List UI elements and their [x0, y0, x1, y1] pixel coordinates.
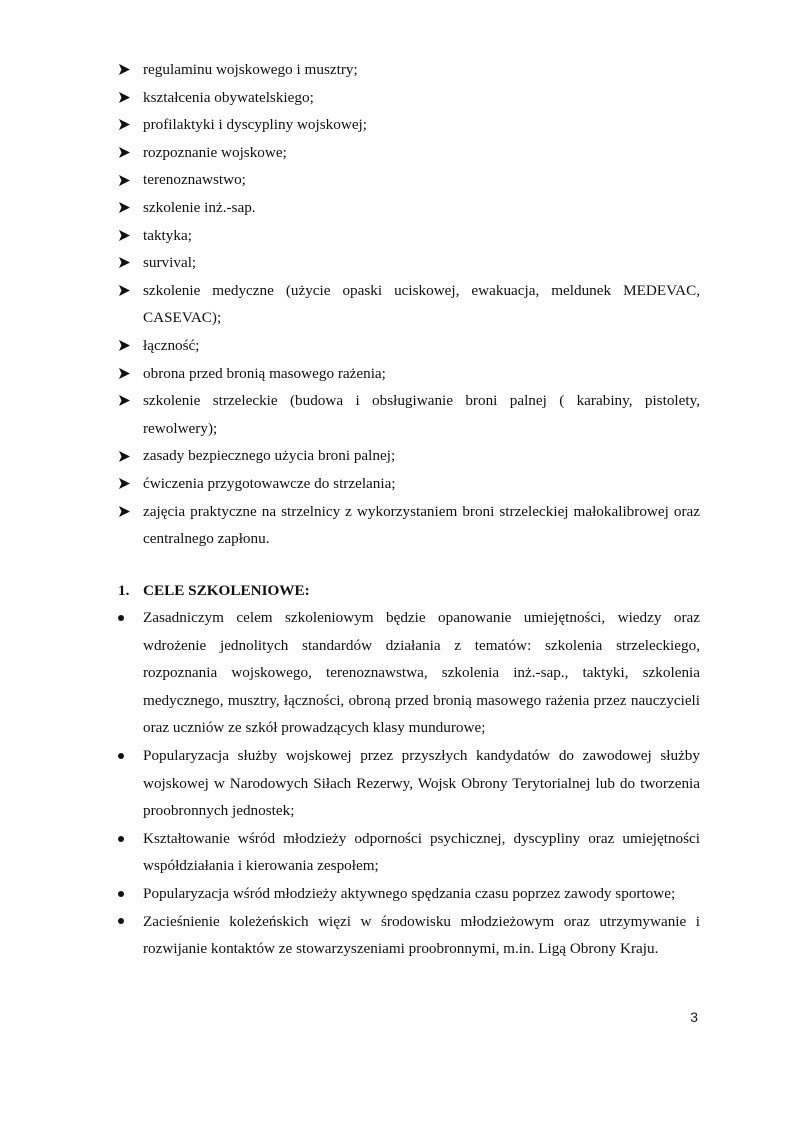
arrow-bullet-icon [118, 222, 132, 250]
list-item [118, 249, 700, 277]
list-item-text: zasady bezpiecznego użycia broni palnej; [143, 447, 396, 465]
list-item [118, 277, 700, 332]
list-item [118, 222, 700, 250]
list-item [118, 908, 700, 963]
list-item [118, 470, 700, 498]
list-item-text: łączność; [143, 336, 200, 354]
list-item-text: rozpoznanie wojskowe; [143, 143, 287, 161]
list-item-text: Zacieśnienie koleżeńskich więzi w środowisku młodzieżowym oraz utrzymywanie i rozwijanie kontaktów ze stowarzyszeniami proobronnymi, m.in. Ligą Obrony Kraju. [143, 912, 700, 958]
dot-bullet-icon [118, 880, 130, 908]
list-item-text: zajęcia praktyczne na strzelnicy z wykorzystaniem broni strzeleckiej małokalibrowej oraz centralnego zapłonu. [143, 502, 700, 548]
list-item-text: ćwiczenia przygotowawcze do strzelania; [143, 474, 396, 492]
list-item-text: survival; [143, 254, 197, 272]
list-item-text: Popularyzacja wśród młodzieży aktywnego spędzania czasu poprzez zawody sportowe; [143, 884, 676, 902]
arrow-bullet-icon [118, 139, 132, 167]
list-item-text: Zasadniczym celem szkoleniowym będzie opanowanie umiejętności, wiedzy oraz wdrożenie jednolitych standardów działania z tematów: szkolenia strzeleckiego, rozpoznania wojskowego, terenoznawstwa, szkolenia inż.-sap., taktyki, szkolenia medycznego, musztry, łączności, obroną przed bronią masowego rażenia przez nauczycieli oraz uczniów ze szkół prowadzących klasy mundurowe; [143, 609, 700, 737]
list-item-text: szkolenie inż.-sap. [143, 198, 256, 216]
training-goals-list [118, 604, 700, 963]
dot-bullet-icon [118, 742, 130, 770]
list-item-text: profilaktyki i dyscypliny wojskowej; [143, 116, 367, 134]
list-item-text: kształcenia obywatelskiego; [143, 88, 314, 106]
list-item-text: regulaminu wojskowego i musztry; [143, 61, 358, 78]
list-item-text: Popularyzacja służby wojskowej przez przyszłych kandydatów do zawodowej służby wojskowej w Narodowych Siłach Rezerwy, Wojsk Obrony Terytorialnej lub do tworzenia proobronnych jednostek; [143, 746, 700, 820]
arrow-bullet-icon [118, 194, 132, 222]
arrow-bullet-icon [118, 498, 132, 526]
training-topics-list [118, 56, 700, 553]
arrow-bullet-icon [118, 442, 132, 470]
list-item-text: Kształtowanie wśród młodzieży odporności psychicznej, dyscypliny oraz umiejętności współdziałania i kierowania zespołem; [143, 829, 700, 875]
section-number: 1. [118, 582, 130, 599]
arrow-bullet-icon [118, 84, 132, 112]
arrow-bullet-icon [118, 470, 132, 498]
list-item-text: szkolenie strzeleckie (budowa i obsługiwanie broni palnej ( karabiny, pistolety, rewolwery); [143, 392, 700, 437]
arrow-bullet-icon [118, 56, 132, 84]
list-item-text: taktyka; [143, 226, 192, 244]
list-item [118, 880, 700, 908]
section-title: CELE SZKOLENIOWE: [143, 582, 310, 599]
arrow-bullet-icon [118, 387, 132, 415]
arrow-bullet-icon [118, 360, 132, 388]
list-item-text: terenoznawstwo; [143, 171, 246, 189]
list-item [118, 604, 700, 742]
list-item [118, 742, 700, 825]
list-item [118, 387, 700, 442]
list-item-text: szkolenie medyczne (użycie opaski uciskowej, ewakuacja, meldunek MEDEVAC, CASEVAC); [143, 281, 700, 327]
dot-bullet-icon [118, 604, 130, 632]
arrow-bullet-icon [118, 166, 132, 194]
list-item [118, 139, 700, 167]
section-heading [118, 577, 310, 605]
arrow-bullet-icon [118, 111, 132, 139]
list-item [118, 332, 700, 360]
arrow-bullet-icon [118, 277, 132, 305]
list-item [118, 442, 700, 470]
arrow-bullet-icon [118, 332, 132, 360]
list-item-text: obrona przed bronią masowego rażenia; [143, 364, 386, 382]
dot-bullet-icon [118, 825, 130, 853]
list-item [118, 360, 700, 388]
list-item [118, 825, 700, 880]
list-item [118, 194, 700, 222]
page-number: 3 [690, 1009, 698, 1025]
list-item [118, 498, 700, 553]
dot-bullet-icon [118, 908, 130, 936]
list-item [118, 56, 700, 84]
list-item [118, 84, 700, 112]
arrow-bullet-icon [118, 249, 132, 277]
list-item [118, 111, 700, 139]
list-item [118, 166, 700, 194]
